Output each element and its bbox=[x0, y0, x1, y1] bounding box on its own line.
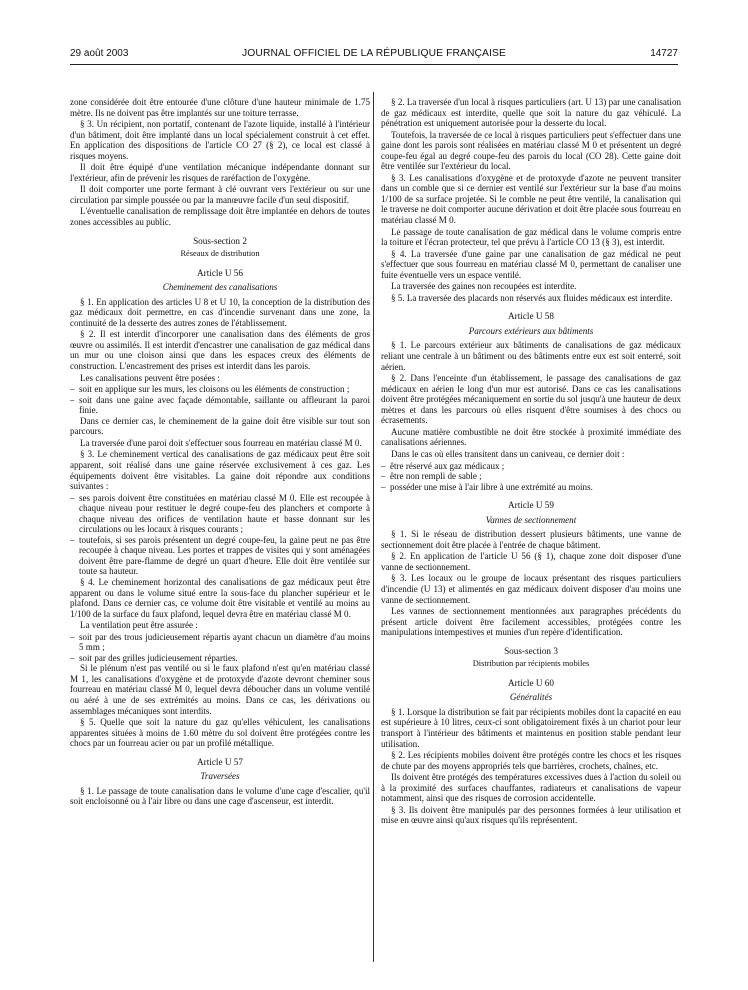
paragraph: § 2. Il est interdit d'incorporer une canalisation dans des éléments de gros œuvre ou assimilés. Il est interdit d'encastrer une canalisation de gaz médical dans un mur ou une cloison ainsi que dans les espaces creux des éléments de construction. L'encastrement des prises est interdit dans les parois. bbox=[70, 329, 370, 372]
paragraph: Les vannes de sectionnement mentionnées aux paragraphes précédents du présent article doivent être facilement accessibles, protégées contre les manipulations intempestives et munies d'un repère d'identification. bbox=[381, 606, 681, 638]
paragraph: Les canalisations peuvent être posées : bbox=[80, 372, 220, 383]
left-column bbox=[70, 97, 370, 808]
header-date: 29 août 2003 bbox=[70, 48, 129, 59]
paragraph: § 1. Le passage de toute canalisation dans le volume d'une cage d'escalier, qu'il soit encloisonné ou à l'air libre ou dans une cage d'ascenseur, est interdit. bbox=[70, 785, 370, 807]
list-item: – posséder une mise à l'air libre à une extrémité au moins. bbox=[381, 482, 681, 493]
article-title: Généralités bbox=[509, 692, 553, 703]
section-heading: Article U 59 bbox=[508, 500, 554, 511]
paragraph: § 3. Les canalisations d'oxygène et de protoxyde d'azote ne peuvent transiter dans un comble que si ce dernier est ventilé sur l'extérieur sur la base d'au moins 1/100 de sa surface projetée. Si le comble ne peut être ventilé, la canalisation qui le traverse ne doit comporter aucune dérivation et doit être placée sous fourreau en matériau classé M 0. bbox=[381, 172, 681, 226]
paragraph: § 3. Les locaux ou le groupe de locaux présentant des risques particuliers d'incendie (U 13) et alimentés en gaz médicaux doivent disposer d'au moins une vanne de sectionnement. bbox=[381, 573, 681, 605]
header-page-number: 14727 bbox=[650, 48, 678, 59]
paragraph: Aucune matière combustible ne doit être stockée à proximité immédiate des canalisations aériennes. bbox=[381, 426, 681, 448]
list-item: – être non rempli de sable ; bbox=[381, 471, 681, 482]
paragraph: Le passage de toute canalisation de gaz médical dans le volume compris entre la toiture et l'écran protecteur, tel que prévu à l'article CO 13 (§ 3), est interdit. bbox=[381, 226, 681, 248]
section-heading: Sous-section 3 bbox=[504, 645, 558, 656]
header-rule bbox=[70, 64, 678, 65]
column-separator bbox=[373, 92, 374, 962]
paragraph: La ventilation peut être assurée : bbox=[80, 620, 198, 631]
paragraph: § 2. Dans l'enceinte d'un établissement, le passage des canalisations de gaz médicaux en aérien le long d'un mur est autorisé. Dans ce cas les canalisations doivent être protégées mécaniquement en sortie du sol jusqu'à une hauteur de deux mètres et dans les parcours où elles risquent d'être soumises à des chocs ou écrasements. bbox=[381, 373, 681, 426]
paragraph: § 1. Lorsque la distribution se fait par récipients mobiles dont la capacité en eau est supérieure à 10 litres, ceux-ci sont obligatoirement fixés à un chariot pour leur transport à l'intérieur des bâtiments et maintenus en position stable pendant leur utilisation. bbox=[381, 706, 681, 749]
paragraph: La traversée des gaines non recoupées est interdite. bbox=[391, 281, 577, 292]
section-heading: Article U 56 bbox=[197, 267, 243, 278]
page-header bbox=[70, 48, 678, 64]
paragraph: § 3. Ils doivent être manipulés par des personnes formées à leur utilisation et mise en œuvre ainsi qu'aux risques qu'ils représentent. bbox=[381, 804, 681, 826]
article-title: Vannes de sectionnement bbox=[485, 514, 577, 525]
list-item: – soit par des trous judicieusement répartis ayant chacun un diamètre d'au moins 5 mm ; bbox=[70, 632, 370, 653]
article-title: Traversées bbox=[200, 771, 240, 782]
section-heading: Article U 58 bbox=[508, 311, 554, 322]
paragraph: § 5. La traversée des placards non réservés aux fluides médicaux est interdite. bbox=[391, 292, 673, 303]
paragraph: § 4. La traversée d'une gaine par une canalisation de gaz médical ne peut s'effectuer que sous fourreau en matériau classé M 0, permettant de canaliser une fuite éventuelle vers un espace ventilé. bbox=[381, 248, 681, 280]
paragraph: § 2. Les récipients mobiles doivent être protégés contre les chocs et les risques de chute par des moyens appropriés tels que barrières, crochets, chaînes, etc. bbox=[381, 750, 681, 771]
paragraph: Dans ce dernier cas, le cheminement de la gaine doit être visible sur tout son parcours. bbox=[70, 415, 370, 437]
paragraph: § 1. Si le réseau de distribution dessert plusieurs bâtiments, une vanne de sectionnement doit être placée à l'entrée de chaque bâtiment. bbox=[381, 529, 681, 550]
paragraph: Il doit être équipé d'une ventilation mécanique indépendante donnant sur l'extérieur, afin de prévenir les risques de raréfaction de l'oxygène. bbox=[70, 162, 370, 183]
list-item: – toutefois, si ses parois présentent un degré coupe-feu, la gaine peut ne pas être recoupée à chaque niveau. Les portes et trappes de visites qui y sont aménagées doivent être pare-flamme de degré un quart d'heure. Elle doit être ventilée sur toute sa hauteur. bbox=[70, 535, 370, 577]
section-subtitle: Réseaux de distribution bbox=[180, 249, 260, 259]
paragraph: § 2. La traversée d'un local à risques particuliers (art. U 13) par une canalisation de gaz médicaux est interdite, quelle que soit la nature du gaz véhiculé. La pénétration est uniquement autorisée pour la desserte du local. bbox=[381, 97, 681, 129]
list-item: – soit dans une gaine avec façade démontable, saillante ou affleurant la paroi finie. bbox=[70, 395, 370, 416]
paragraph: § 1. Le parcours extérieur aux bâtiments de canalisations de gaz médicaux reliant une centrale à un bâtiment ou des bâtiments entre eux est soit enterré, soit aérien. bbox=[381, 340, 681, 372]
list-item: – ses parois doivent être constituées en matériau classé M 0. Elle est recoupée à chaque niveau pour restituer le degré coupe-feu des planchers et comporte à chaque niveau des orifices de ventilation haute et basse donnant sur les circulations ou les locaux à risques courants ; bbox=[70, 493, 370, 535]
article-title: Cheminement des canalisations bbox=[162, 282, 278, 293]
paragraph: La traversée d'une paroi doit s'effectuer sous fourreau en matériau classé M 0. bbox=[80, 437, 362, 448]
paragraph: Dans le cas où elles transitent dans un caniveau, ce dernier doit : bbox=[391, 448, 625, 459]
section-subtitle: Distribution par récipients mobiles bbox=[472, 659, 590, 669]
list-item: – être réservé aux gaz médicaux ; bbox=[381, 461, 681, 472]
paragraph: zone considérée doit être entourée d'une clôture d'une hauteur minimale de 1.75 mètre. Ils ne doivent pas être implantés sur une toiture terrasse. bbox=[70, 97, 370, 118]
right-column bbox=[381, 97, 681, 827]
article-title: Parcours extérieurs aux bâtiments bbox=[468, 325, 594, 336]
paragraph: Il doit comporter une porte fermant à clé ouvrant vers l'extérieur ou sur une circulation par simple poussée ou par la manœuvre facile d'un seul dispositif. bbox=[70, 184, 370, 205]
list-item: – soit en applique sur les murs, les cloisons ou les éléments de construction ; bbox=[70, 384, 370, 395]
paragraph: Si le plénum n'est pas ventilé ou si le faux plafond n'est qu'en matériau classé M 1, les canalisations d'oxygène et de protoxyde d'azote devront cheminer sous fourreau en matériau classé M 0, lequel devra déboucher dans un volume ventilé ou aéré à une de ses extrémités au moins. Dans ce cas, les dérivations ou assemblages mécaniques sont interdits. bbox=[70, 663, 370, 716]
section-heading: Sous-section 2 bbox=[193, 235, 247, 246]
list-item: – soit par des grilles judicieusement réparties. bbox=[70, 653, 370, 664]
paragraph: § 1. En application des articles U 8 et U 10, la conception de la distribution des gaz médicaux doit permettre, en cas d'incendie survenant dans une zone, la continuité de la desserte des autres zones de l'établissement. bbox=[70, 296, 370, 328]
paragraph: § 5. Quelle que soit la nature du gaz qu'elles véhiculent, les canalisations apparentes situées à moins de 1.60 mètre du sol doivent être protégées contre les chocs par un fourreau acier ou par un profilé métallique. bbox=[70, 717, 370, 749]
section-heading: Article U 57 bbox=[197, 756, 243, 767]
header-title: JOURNAL OFFICIEL DE LA RÉPUBLIQUE FRANÇAISE bbox=[242, 48, 506, 59]
paragraph: § 4. Le cheminement horizontal des canalisations de gaz médicaux peut être apparent ou dans le volume situé entre la sous-face du plancher supérieur et le plafond. Dans ce dernier cas, ce volume doit être visitable et ventilé au moins au 1/100 de la surface du faux plafond, lequel devra être en matériau classé M 0. bbox=[70, 576, 370, 619]
paragraph: L'éventuelle canalisation de remplissage doit être implantée en dehors de toutes zones accessibles au public. bbox=[70, 206, 370, 228]
paragraph: Ils doivent être protégés des températures excessives dues à l'action du soleil ou à la proximité des surfaces chauffantes, radiateurs et canalisations de vapeur notamment, ainsi que des risques de corrosion accidentelle. bbox=[381, 772, 681, 804]
section-heading: Article U 60 bbox=[508, 677, 554, 688]
paragraph: Toutefois, la traversée de ce local à risques particuliers peut s'effectuer dans une gaine dont les parois sont réalisées en matériau classé M 0 et présentent un degré coupe-feu égal au degré coupe-feu des parois du local (CO 28). Cette gaine doit être ventilée sur l'extérieur du local. bbox=[381, 129, 681, 172]
paragraph: § 3. Un récipient, non portatif, contenant de l'azote liquide, installé à l'intérieur d'un bâtiment, doit être implanté dans un local spécialement construit à cet effet. En application des dispositions de l'article CO 27 (§ 2), ce local est classé à risques moyens. bbox=[70, 119, 370, 161]
paragraph: § 2. En application de l'article U 56 (§ 1), chaque zone doit disposer d'une vanne de sectionnement. bbox=[381, 551, 681, 572]
paragraph: § 3. Le cheminement vertical des canalisations de gaz médicaux peut être soit apparent, soit réalisé dans une gaine réservée exclusivement à ces gaz. Les équipements doivent être visitables. La gaine doit répondre aux conditions suivantes : bbox=[70, 449, 370, 492]
